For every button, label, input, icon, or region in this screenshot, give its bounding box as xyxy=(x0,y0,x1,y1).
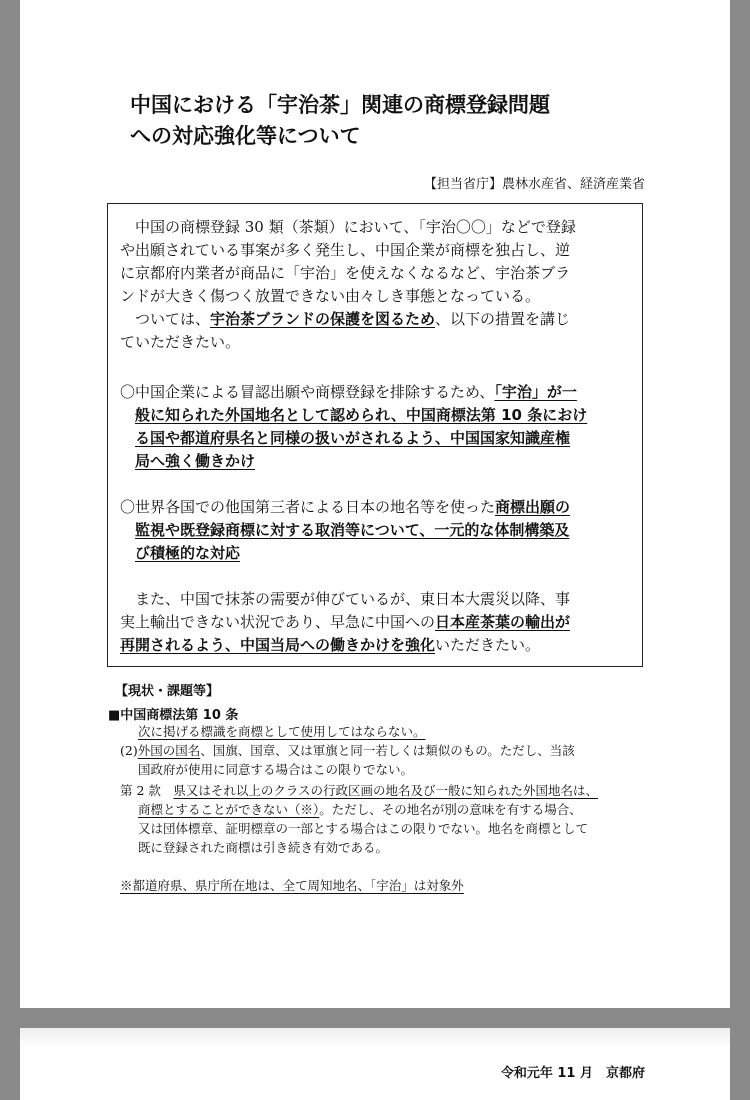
law-text: 国政府が使用に同意する場合はこの限りでない。 xyxy=(138,762,414,777)
request-item-2 xyxy=(120,496,570,565)
title-line-1: 中国における「宇治茶」関連の商標登録問題 xyxy=(130,93,550,117)
text-line: ていただきたい。 xyxy=(120,333,241,351)
law-text: 既に登録された商標は引き続き有効である。 xyxy=(138,840,389,855)
underlined-text: 外国の国名 xyxy=(137,743,201,758)
intro-paragraph xyxy=(120,216,576,354)
law-text xyxy=(120,781,598,800)
title-line-2: への対応強化等について xyxy=(130,124,361,148)
text-line xyxy=(120,381,587,404)
emphasis-text: る国や都道府県名と同様の扱いがされるよう、中国国家知識産権 xyxy=(135,429,571,447)
text-segment: 〇世界各国での他国第三者による日本の地名等を使った xyxy=(120,498,496,516)
responsible-ministries: 【担当省庁】農林水産省、経済産業省 xyxy=(423,177,645,192)
emphasis-text: 再開されるよう、中国当局への働きかけを強化 xyxy=(120,636,436,654)
text-segment: ついては、 xyxy=(135,310,211,328)
matcha-paragraph xyxy=(120,588,570,657)
text-line xyxy=(120,634,570,657)
underlined-text: 商標とすることができない（※） xyxy=(138,802,320,817)
law-text: 又は団体標章、証明標章の一部とする場合はこの限りでない。地名を商標として xyxy=(138,821,589,836)
emphasis-text: 日本産茶葉の輸出が xyxy=(435,613,571,631)
text-line xyxy=(120,308,576,331)
text-line: に京都府内業者が商品に「宇治」を使えなくなるなど、宇治茶ブラ xyxy=(120,264,571,282)
emphasis-text: 「宇治」が一 xyxy=(494,383,577,401)
text-segment: 、国旗、国章、又は軍旗と同一若しくは類似のもの。ただし、当該 xyxy=(200,743,575,758)
law-text xyxy=(120,741,575,760)
law-text xyxy=(138,800,582,819)
text-segment: 。ただし、その地名が別の意味を有する場合、 xyxy=(319,802,582,817)
text-segment: いただきたい。 xyxy=(435,636,541,654)
status-heading: 【現状・課題等】 xyxy=(115,684,220,699)
law-text: 次に掲げる標識を商標として使用してはならない。 xyxy=(138,724,426,739)
document-title xyxy=(130,90,650,152)
text-segment: (2) xyxy=(120,743,138,758)
text-segment: 実上輸出できない状況であり、早急に中国への xyxy=(120,613,436,631)
text-line: や出願されている事案が多く発生し、中国企業が商標を独占し、逆 xyxy=(120,241,571,259)
emphasis-text: 監視や既登録商標に対する取消等について、一元的な体制構築及 xyxy=(135,521,570,539)
text-segment: 第 2 款 xyxy=(120,783,174,798)
text-line: ンドが大きく傷つく放置できない由々しき事態となっている。 xyxy=(120,287,541,305)
underlined-text: 県又はそれ以上のクラスの行政区画の地名及び一般に知られた外国地名は、 xyxy=(173,783,599,798)
request-item-1 xyxy=(120,381,587,473)
emphasis-text: 局へ強く働きかけ xyxy=(135,452,256,470)
text-line: 中国の商標登録 30 類（茶類）において、「宇治〇〇」などで登録 xyxy=(135,218,576,236)
text-line: また、中国で抹茶の需要が伸びているが、東日本大震災以降、事 xyxy=(135,590,571,608)
text-segment: 〇中国企業による冒認出願や商標登録を排除するため、 xyxy=(120,383,495,401)
emphasis-text: 般に知られた外国地名として認められ、中国商標法第 10 条におけ xyxy=(135,406,588,424)
emphasis-text: び積極的な対応 xyxy=(135,544,241,562)
text-line xyxy=(120,496,570,519)
law-heading: ■中国商標法第 10 条 xyxy=(108,708,239,723)
document-page-2 xyxy=(20,1028,730,1100)
emphasis-text: 宇治茶ブランドの保護を図るため xyxy=(210,310,436,328)
emphasis-text: 商標出願の xyxy=(495,498,571,516)
document-page-1 xyxy=(20,0,730,1008)
text-segment: 、以下の措置を講じ xyxy=(435,310,571,328)
request-box xyxy=(107,203,643,667)
text-line xyxy=(120,611,570,634)
date-and-author: 令和元年 11 月 京都府 xyxy=(500,1066,645,1081)
footnote: ※都道府県、県庁所在地は、全て周知地名、「宇治」は対象外 xyxy=(120,878,464,893)
